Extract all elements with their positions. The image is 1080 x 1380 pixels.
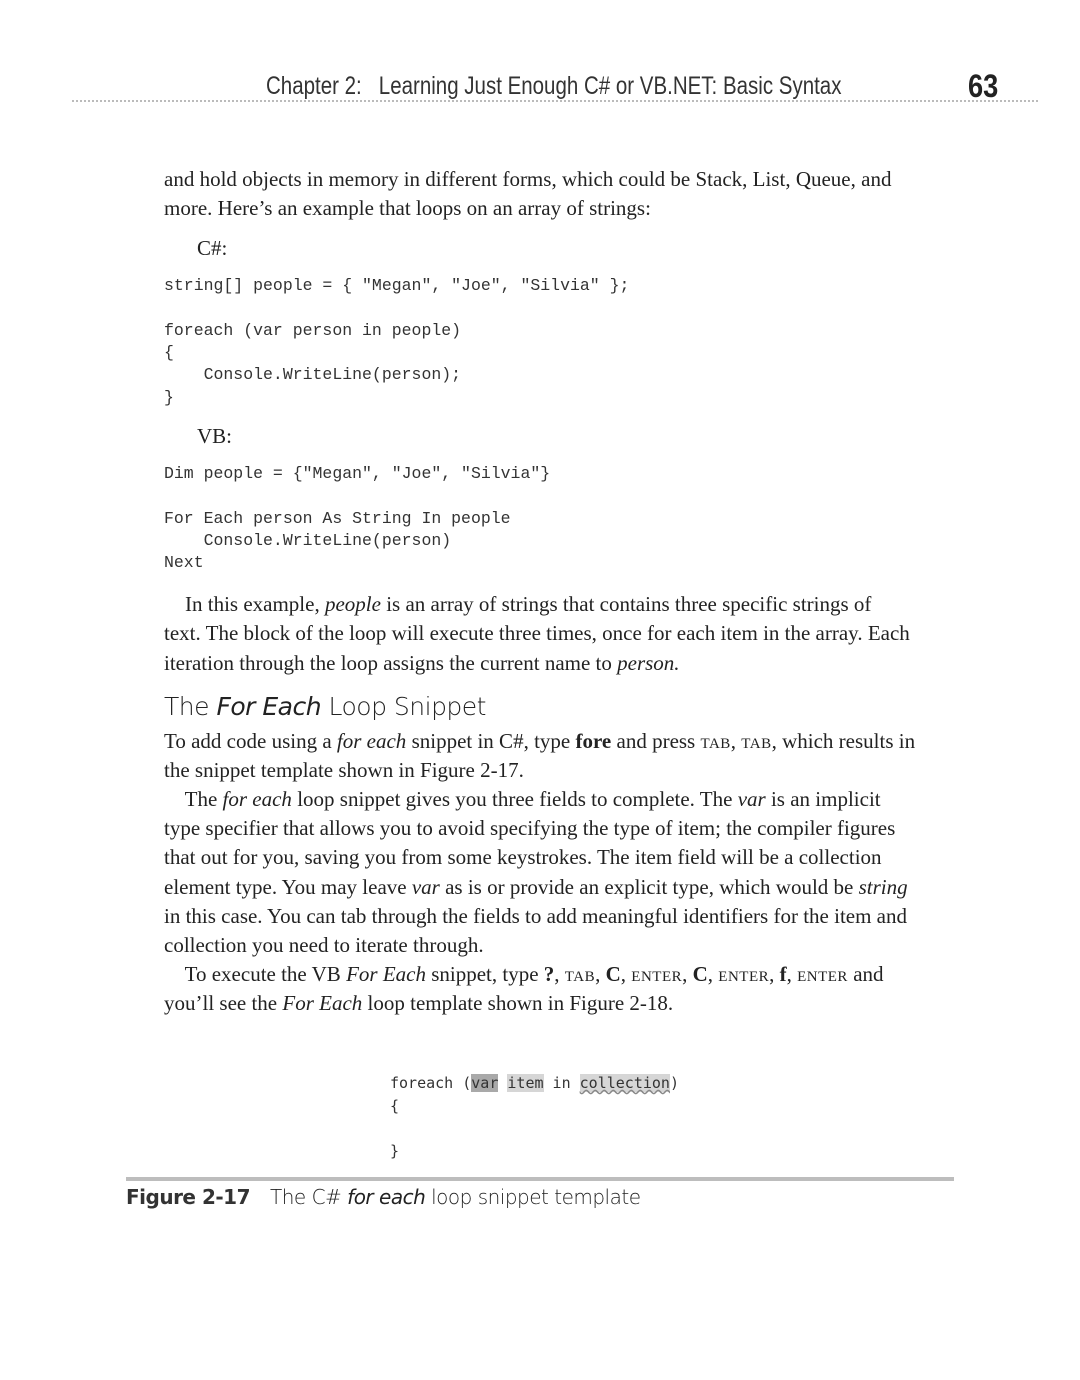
code-line: For Each person As String In people (164, 508, 511, 528)
page-number: 63 (968, 68, 999, 104)
text-run: people (324, 592, 381, 616)
text-run: , (769, 961, 780, 986)
text-line (164, 649, 680, 677)
text-run: The C# (270, 1185, 348, 1209)
text-line (164, 814, 895, 842)
text-run: , (786, 961, 798, 986)
text-run: TAB (741, 736, 772, 752)
text-run: type specifier that allows you to avoid specifying the type of item; the compiler figures (164, 816, 896, 841)
text-line (164, 873, 908, 901)
code-line: { (164, 342, 174, 362)
code-paren: ) (669, 1074, 679, 1092)
text-run: ENTER (718, 968, 770, 985)
code-line: Console.WriteLine(person) (164, 530, 452, 550)
text-run: snippet in C#, type (406, 729, 576, 753)
text-line (164, 727, 915, 758)
collection-field: collection (579, 1074, 670, 1092)
text-run: text. The block of the loop will execute three times, once for each item in the array. Each (164, 621, 910, 646)
code-line: Dim people = {"Megan", "Joe", "Silvia"} (164, 464, 551, 483)
text-run: var (411, 874, 440, 899)
code-line: string[] people = { "Megan", "Joe", "Silvia" }; (164, 276, 630, 295)
text-run: collection you need to iterate through. (164, 932, 484, 957)
code-line: Console.WriteLine(person); (164, 365, 462, 385)
text-run: and hold objects in memory in different forms, which could be Stack, List, Queue, and (164, 167, 892, 191)
text-run: fore (575, 729, 612, 753)
text-run: The (164, 787, 223, 812)
text-run: and press (611, 729, 701, 753)
text-run: as is or provide an explicit type, which would be (439, 874, 859, 899)
text-line (164, 989, 673, 1017)
text-line (164, 194, 651, 222)
text-run: string (858, 874, 908, 899)
text-line (164, 619, 910, 647)
text-run: for each (222, 787, 292, 812)
text-run: To execute the VB (164, 961, 347, 986)
vb-label: VB: (197, 424, 233, 448)
code-line: Next (164, 553, 204, 573)
running-header: Chapter 2: Learning Just Enough C# or VB.NET: Basic Syntax (266, 72, 842, 100)
text-run: In this example, (164, 592, 325, 616)
text-run: snippet, type (425, 961, 544, 986)
text-line (164, 931, 484, 959)
text-run: C (692, 961, 708, 986)
text-run: is an array of strings that contains three specific strings of (380, 592, 872, 616)
header-dotted-rule (72, 100, 1038, 102)
text-run: Loop Snippet (321, 692, 486, 721)
text-run: ? (543, 961, 555, 986)
text-run: for each (347, 1185, 426, 1209)
figure-caption (126, 1185, 641, 1209)
text-run: more. Here’s an example that loops on an array of strings: (164, 196, 651, 221)
text-run: The (164, 692, 217, 721)
text-run: in this case. You can tab through the fields to add meaningful identifiers for the item and (164, 903, 907, 928)
text-run: To add code using a (164, 729, 337, 753)
var-field: var (471, 1074, 499, 1092)
text-run: loop template shown in Figure 2-18. (362, 990, 674, 1015)
text-run: you’ll see the (164, 990, 283, 1015)
text-run: the snippet template shown in Figure 2-17. (164, 758, 524, 783)
text-run: , (730, 729, 742, 753)
text-run: For Each (346, 961, 426, 986)
text-run: , (554, 961, 565, 986)
text-run: , (707, 961, 719, 986)
text-run: TAB (700, 736, 731, 752)
text-run: person. (617, 650, 680, 675)
text-line (164, 902, 907, 930)
text-run: ENTER (631, 968, 683, 985)
text-line (164, 785, 881, 813)
figure-code-line-1 (390, 1074, 679, 1092)
text-run: that out for you, saving you from some keystrokes. The item field will be a collection (164, 845, 882, 870)
text-run: , (595, 961, 606, 986)
text-run: for each (336, 729, 407, 753)
caption-text (270, 1185, 641, 1209)
text-line (164, 843, 882, 871)
text-line (164, 165, 891, 193)
text-run: and (847, 961, 884, 986)
text-run: loop snippet gives you three fields to complete. The (291, 787, 738, 812)
figure-open-brace: { (390, 1097, 400, 1115)
text-run: For Each (282, 990, 363, 1015)
text-line (164, 960, 884, 991)
code-line: } (164, 387, 174, 407)
text-run: C (605, 961, 621, 986)
text-run: , which results in (771, 729, 916, 753)
figure-label: Figure 2-17 (126, 1185, 251, 1209)
text-run: For Each (216, 692, 322, 721)
text-run: loop snippet template (425, 1185, 641, 1209)
text-run: f (779, 961, 787, 986)
text-run: TAB (564, 968, 596, 985)
code-in: in (543, 1074, 580, 1092)
text-run: element type. You may leave (164, 874, 412, 899)
figure-rule (126, 1177, 954, 1181)
text-run: var (737, 787, 766, 812)
code-keyword: foreach ( (390, 1074, 472, 1092)
text-run: , (682, 961, 693, 986)
figure-close-brace: } (390, 1142, 400, 1160)
csharp-label: C#: (197, 236, 228, 260)
text-run: ENTER (797, 968, 848, 985)
text-line (164, 590, 871, 618)
section-heading (164, 692, 486, 721)
text-run: , (620, 961, 632, 986)
code-line: foreach (var person in people) (164, 320, 462, 340)
text-run: iteration through the loop assigns the current name to (164, 650, 618, 675)
text-line (164, 756, 524, 784)
text-run: is an implicit (765, 787, 881, 812)
item-field: item (507, 1074, 544, 1092)
